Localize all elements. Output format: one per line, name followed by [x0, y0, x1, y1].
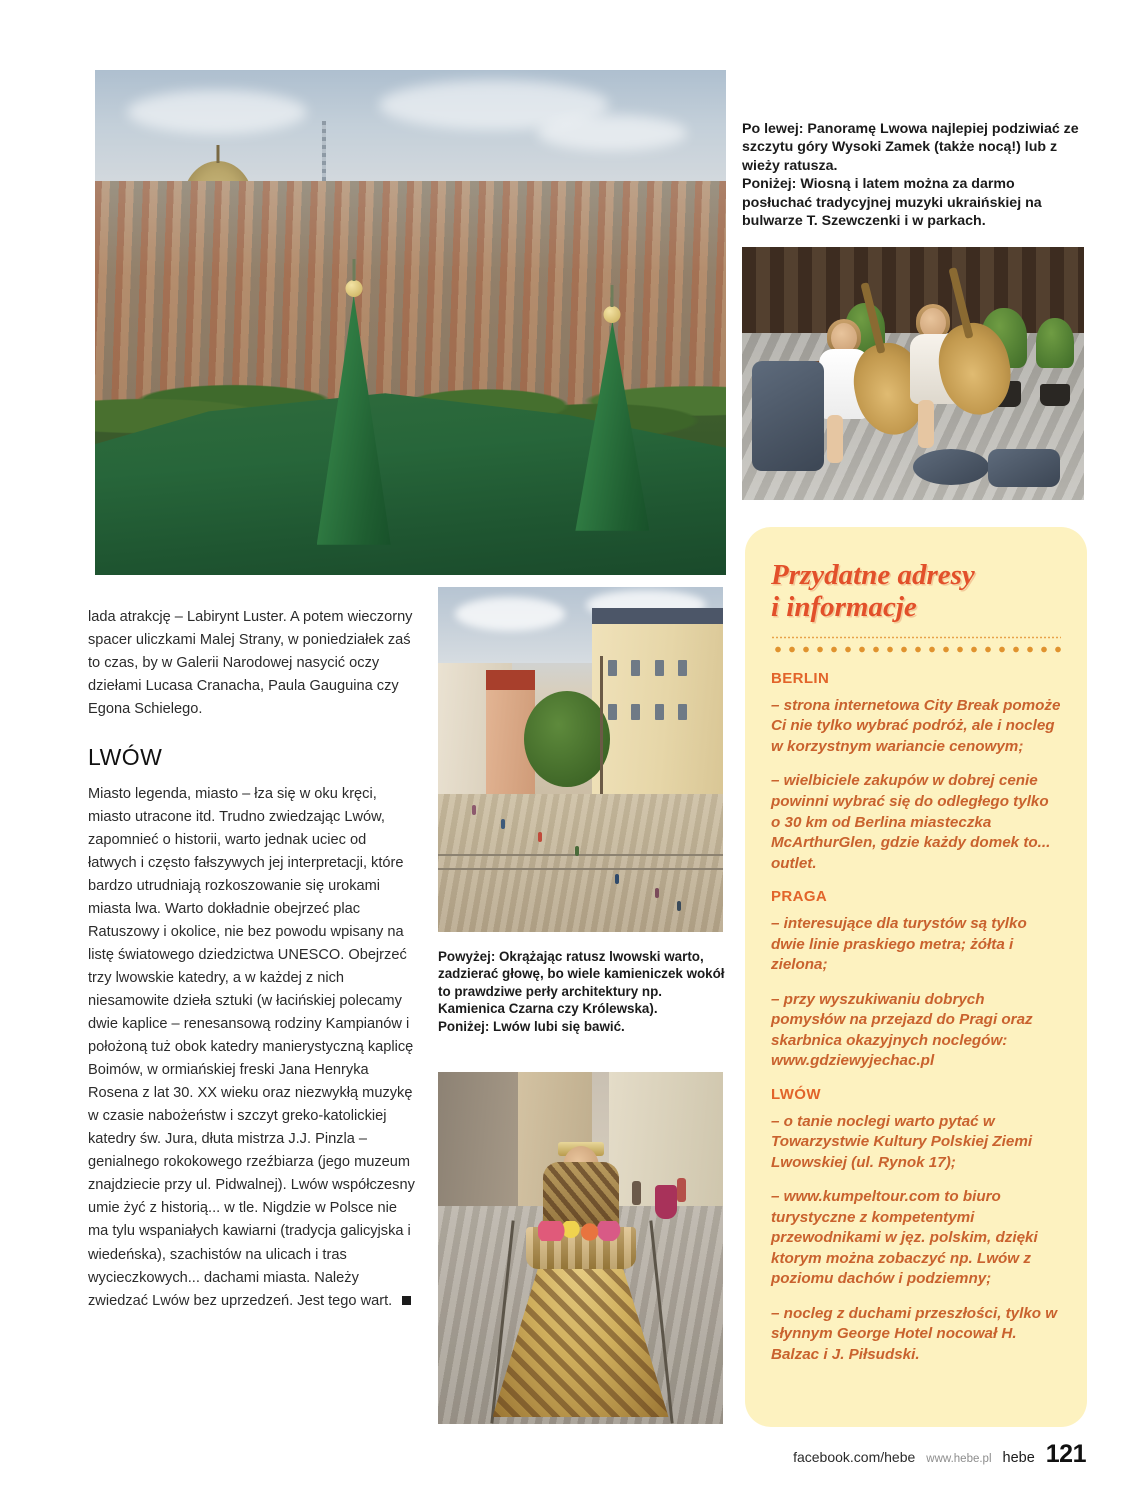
baroque-building-yellow	[592, 608, 723, 808]
window	[678, 660, 687, 676]
divider-fine-dots	[771, 636, 1061, 639]
sidebar-tip: – o tanie noclegi warto pytać w Towarzystwie Kultury Polskiej Ziemi Lwowskiej (ul. Rynok 17);	[771, 1112, 1033, 1171]
window	[655, 704, 664, 720]
sidebar-city-heading-lwów: LWÓW	[771, 1085, 821, 1103]
hebe-logo: hebe	[1002, 1450, 1035, 1466]
sidebar-tip: – interesujące dla turystów są tylko dwie linie praskiego metra; żółta i zielona;	[771, 915, 1027, 974]
article-body	[88, 606, 416, 1326]
instrument-case-standing	[752, 361, 824, 471]
instrument-case-closed	[988, 449, 1060, 487]
article-heading-lwow: LWÓW	[88, 744, 163, 771]
background-pedestrian	[677, 1178, 686, 1202]
pedestrian	[575, 846, 579, 856]
window	[631, 660, 640, 676]
spire-pin	[352, 259, 355, 281]
page-number: 121	[1045, 1440, 1086, 1468]
background-pedestrian	[632, 1181, 641, 1205]
sidebar-title: Przydatne adresy i informacje	[771, 559, 975, 624]
facebook-url[interactable]: facebook.com/hebe	[793, 1449, 916, 1465]
pedestrian	[472, 805, 476, 815]
planter-pot	[1040, 384, 1070, 406]
window	[608, 704, 617, 720]
sidebar-city-heading-praga: PRAGA	[771, 888, 828, 906]
cobblestone-plaza	[438, 794, 723, 932]
tram-rail	[438, 854, 723, 856]
sidebar-sections	[771, 670, 1061, 1365]
spire-pin	[611, 285, 614, 307]
sidebar-tip: – przy wyszukiwaniu dobrych pomysłów na przejazd do Pragi oraz skarbnica okazyjnych noclegów: www.gdziewyjechac.pl	[771, 990, 1033, 1070]
caption-square-photo: Powyżej: Okrążając ratusz lwowski warto, zadzierać głowę, bo wiele kamieniczek wokół to prawdziwe perły architektury np. Kamienica Czarna czy Królewska). Poniżej: Lwów lubi się bawić.	[438, 949, 725, 1034]
spire-finial	[604, 306, 621, 323]
topiary-bush	[1036, 318, 1074, 368]
pedestrian	[677, 901, 681, 911]
article-main-text: Miasto legenda, miasto – łza się w oku kręci, miasto utracone itd. Trudno zwiedzając Lwów, zapomnieć o historii, warto jednak uciec od łatwych i często fałszywych jej interpretacji, które bardzo utrudniają rozkoszowanie się urokami miasta lwa. Warto dokładnie obejrzeć plac Ratuszowy i okolice, nie bez powodu wpisany na listę światowego dziedzictwa UNESCO. Obejrzeć trzy lwowskie katedry, a w każdej z nich niesamowite dzieła sztuki (w łacińskiej polecamy dwie kaplice – renesansową rodziny Kampianów i położoną tuż obok katedry manierystyczną kaplicę Boimów, w ormiańskiej freski Jana Henryka Rosena z lat 30. XX wieku oraz niezwykłą muzykę w czasie nabożeństw i szczyt greko-katolickiej katedry św. Jura, dłuta mistrza J.J. Pinzla – genialnego rokokowego rzeźbiarza (jego muzeum znajdziecie przy ul. Pidwalnej). Lwów współczesny umie żyć z historią... w tle. Nigdzie w Polsce nie ma tylu wspaniałych kawiarni (tradycja galicyjska i wiedeńska), szachistów na ulicach i tras wycieczkowych... dachami miasta. Należy zwiedzać Lwów bez uprzedzeń. Jest tego wart.	[88, 785, 415, 1309]
pedestrian	[501, 819, 505, 829]
spire-finial	[345, 280, 362, 297]
divider-large-dots	[771, 645, 1061, 654]
pedestrian	[615, 874, 619, 884]
large-tree	[524, 691, 610, 787]
tram-rail	[438, 868, 723, 870]
radio-mast	[322, 121, 326, 191]
sidebar-tip: – strona internetowa City Break pomoże Ci nie tylko wybrać podróż, ale i nocleg w korzystnym wariancie cenowym;	[771, 696, 1061, 755]
end-of-article-mark	[402, 1296, 411, 1305]
window	[678, 704, 687, 720]
background-costumed-woman	[655, 1185, 677, 1219]
window	[608, 660, 617, 676]
photo-lviv-panorama	[95, 70, 726, 575]
article-main-paragraph	[88, 783, 416, 1313]
sidebar-tip: – www.kumpeltour.com to biuro turystyczne z kompetentymi przewodnikami w jęz. polskim, dzięki ktorym można zobaczyć np. Lwów z poziomu dachów i podziemny;	[771, 1188, 1038, 1288]
cloud	[127, 90, 307, 134]
sidebar-tip: – nocleg z duchami przeszłości, tylko w słynnym George Hotel nocował H. Balzac i J. Piłsudski.	[771, 1304, 1058, 1363]
window	[631, 704, 640, 720]
caption-top-right: Po lewej: Panoramę Lwowa najlepiej podziwiać ze szczytu góry Wysoki Zamek (także nocą!) lub z wieży ratusza. Poniżej: Wiosną i latem można za darmo posłuchać tradycyjnej muzyki ukraińskiej na bulwarze T. Szewczenki i w parkach.	[742, 121, 1079, 230]
sidebar-city-heading-berlin: BERLIN	[771, 669, 830, 687]
website-url[interactable]: www.hebe.pl	[926, 1453, 992, 1465]
wooden-wall	[742, 247, 1084, 333]
building-left	[438, 1072, 524, 1220]
legs	[918, 400, 934, 448]
pedestrian	[538, 832, 542, 842]
useful-addresses-sidebar	[745, 527, 1087, 1427]
basket-contents	[538, 1221, 624, 1241]
page-footer	[793, 1440, 1086, 1469]
pedestrian	[655, 888, 659, 898]
sidebar-tip: – wielbiciele zakupów w dobrej cenie powinni wybrać się do odległego tylko o 30 km od Berlina miasteczka McArthurGlen, gdzie każdy domek to... outlet.	[771, 772, 1051, 872]
window	[655, 660, 664, 676]
photo-costumed-woman	[438, 1072, 723, 1424]
legs	[827, 415, 843, 463]
photo-rynok-square	[438, 587, 723, 932]
bare-tree	[600, 656, 603, 806]
photo-street-musicians	[742, 247, 1084, 500]
article-intro-paragraph: lada atrakcję – Labirynt Luster. A potem wieczorny spacer uliczkami Malej Strany, w poniedziałek zaś to czas, by w Galerii Narodowej nasycić oczy dziełami Lucasa Cranacha, Paula Gauguina czy Egona Schielego.	[88, 609, 413, 718]
